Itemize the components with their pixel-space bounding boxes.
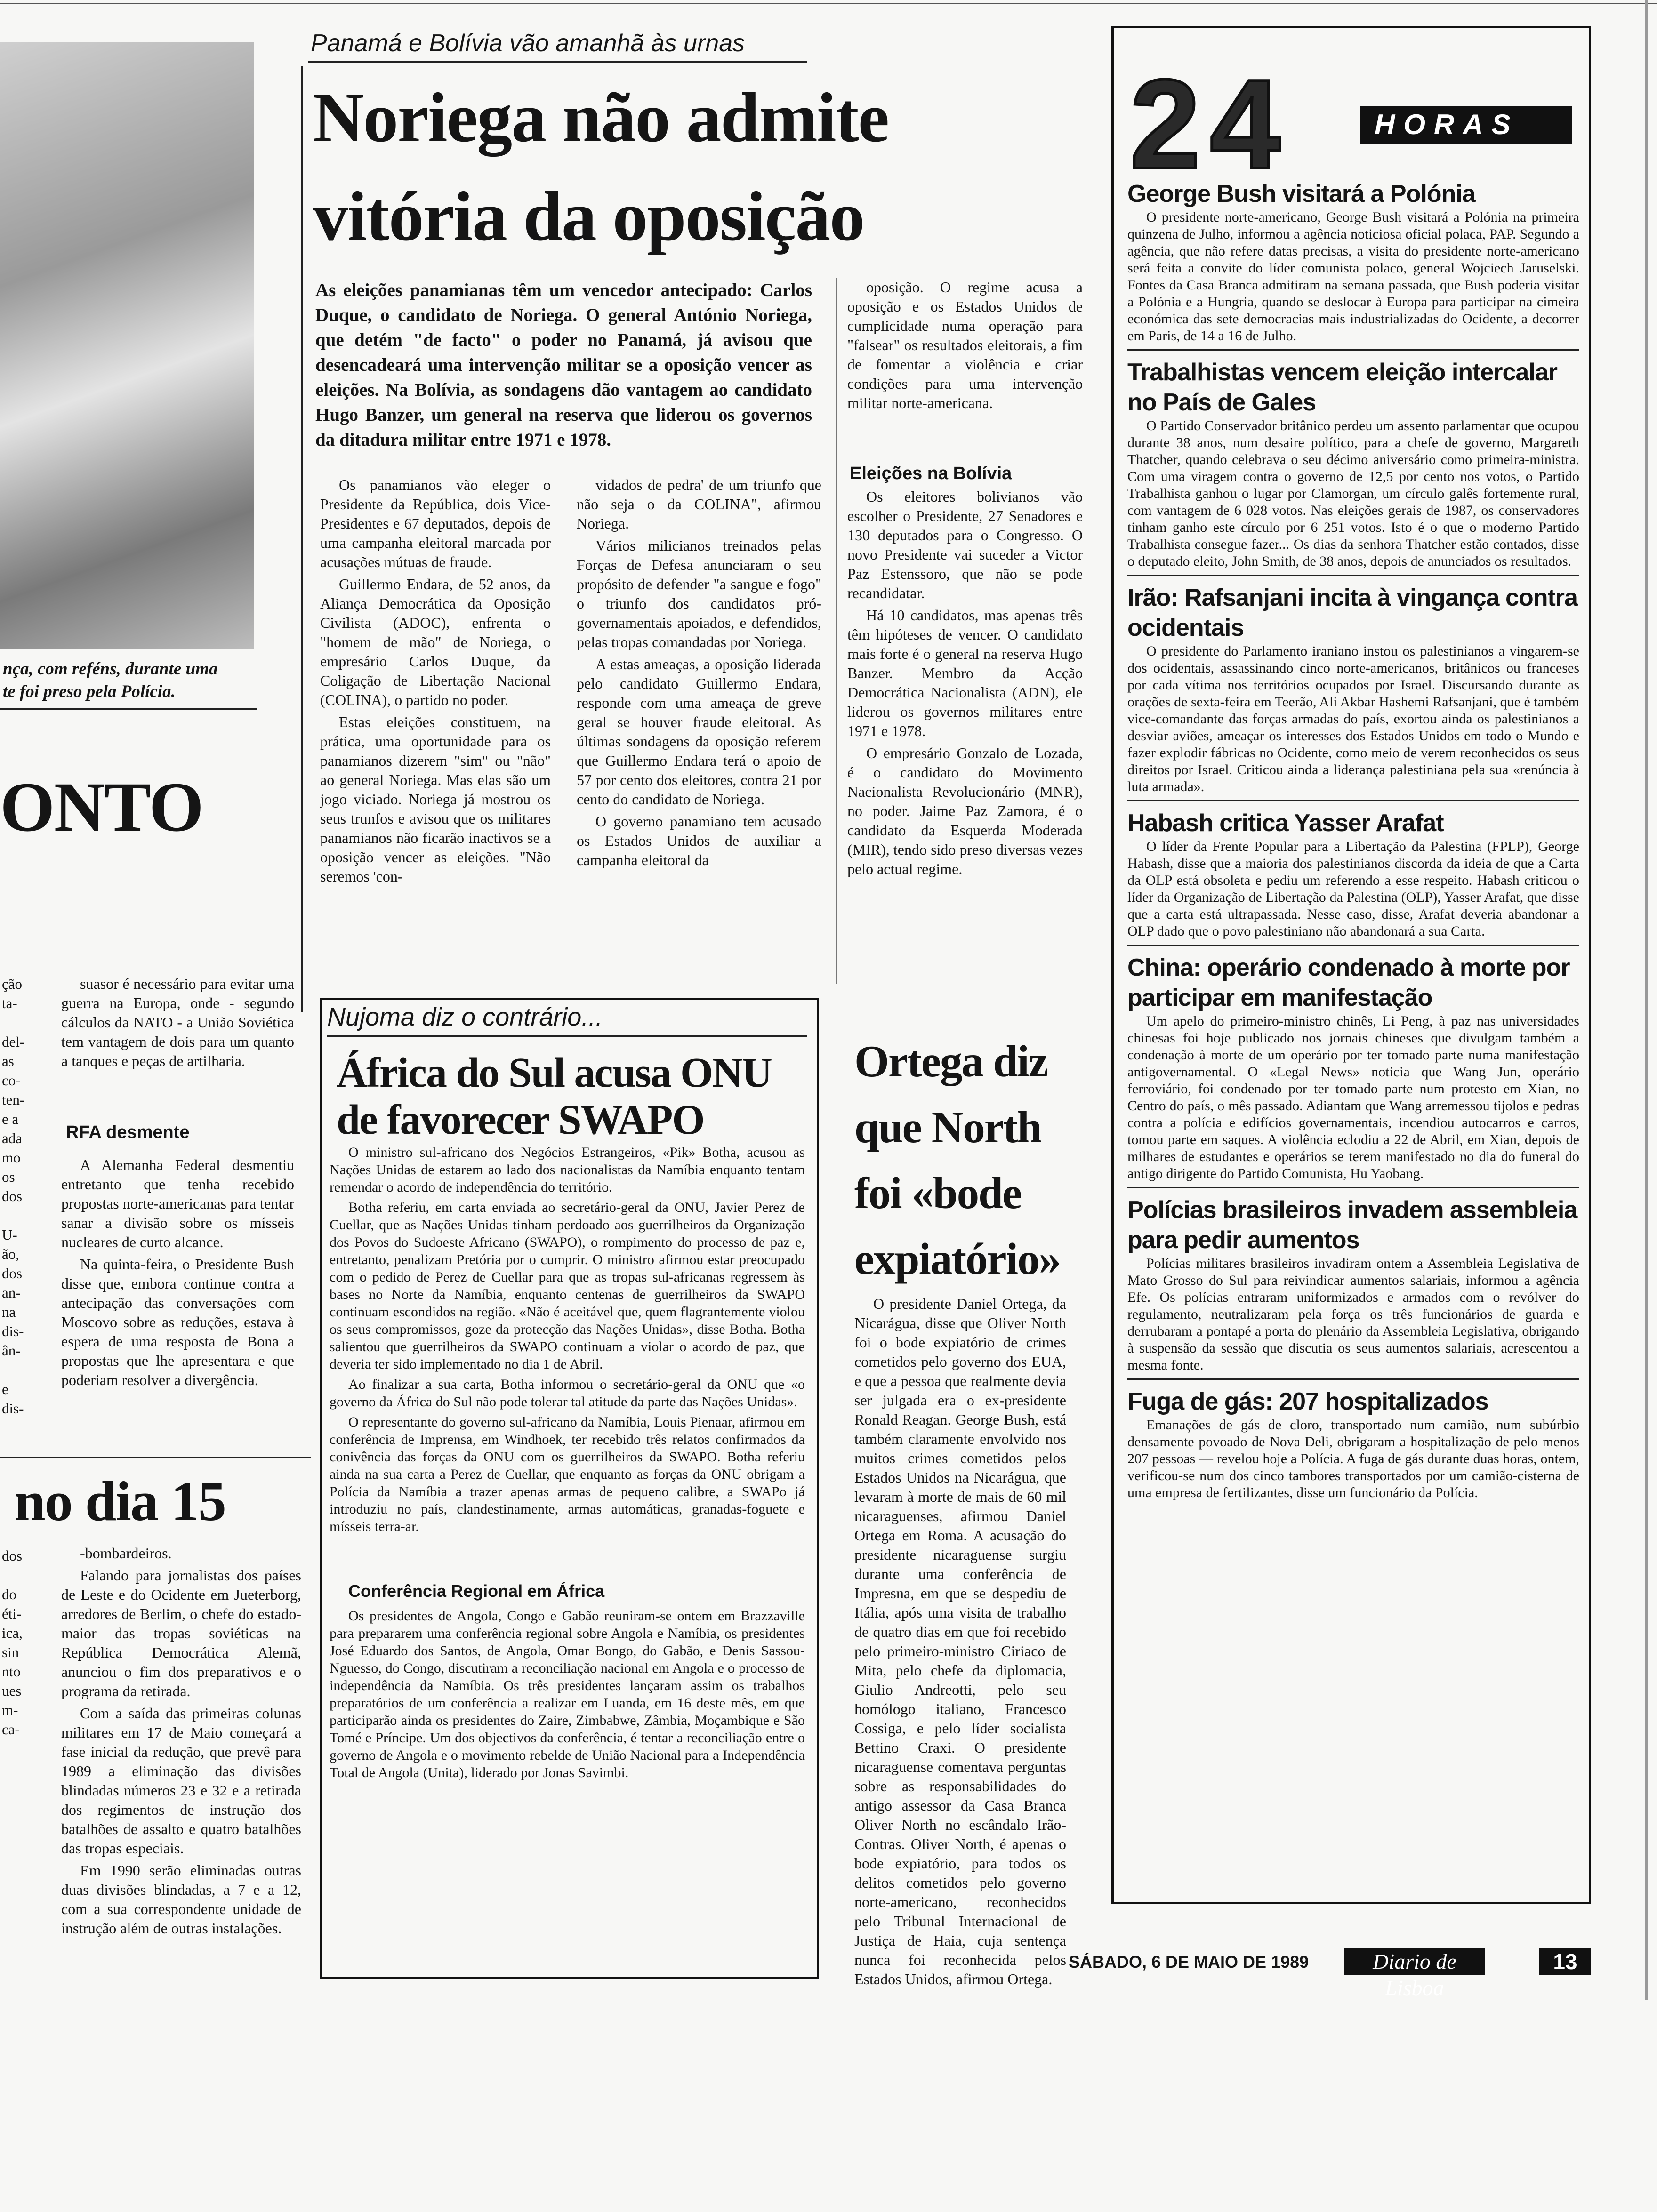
left-column-b bbox=[61, 1155, 294, 1393]
edge-fragment: dos bbox=[2, 1547, 23, 1564]
paragraph: Os panamianos vão eleger o Presidente da República, dois Vice-Presidentes e 67 deputados, depois de uma campanha eleitoral marcada por acusações mútuas de fraude. bbox=[320, 476, 551, 570]
edge-fragment bbox=[2, 1360, 44, 1379]
paragraph: O empresário Gonzalo de Lozada, é o candidato do Movimento Nacionalista Revolucionário (MNR), no poder. Jaime Paz Zamora, é o candidato da Esquerda Moderada (MIR), tendo sido preso diversas vezes pelo actual regime. bbox=[847, 745, 1083, 877]
footer-page-number: 13 bbox=[1539, 1948, 1591, 1975]
horas-divider bbox=[1127, 349, 1579, 351]
paragraph: Na quinta-feira, o Presidente Bush disse que, embora continue contra a antecipação das conversações com Moscovo sobre as reduções, estava à espera de uma resposta de Bona a propostas que lhe apresentara e que poderiam resolver a divergência. bbox=[61, 1256, 294, 1388]
bolivia-heading: Eleições na Bolívia bbox=[850, 464, 1012, 483]
left-edge-fragments-2 bbox=[2, 1546, 44, 1739]
edge-fragment: do bbox=[2, 1586, 16, 1603]
horas-divider bbox=[1127, 945, 1579, 946]
paragraph: Falando para jornalistas dos países de Leste e do Ocidente em Jueterborg, arredores de Berlim, o chefe do estado-maior das tropas soviéticas na República Democrática Alemã, anunciou o fim dos preparativos e o programa da retirada. bbox=[61, 1567, 301, 1699]
photo-caption: nça, com reféns, durante uma te foi preso pela Polícia. bbox=[3, 659, 218, 701]
left-section-heading-1: ONTO bbox=[0, 768, 203, 846]
horas-number: 24 bbox=[1130, 54, 1290, 195]
paragraph: Há 10 candidatos, mas apenas três têm hipóteses de vencer. O candidato mais forte é o general na reserva Hugo Banzer. Membro da Acção Democrática Nacionalista (ADN), ele liderou os governos militares entre 1971 e 1978. bbox=[847, 607, 1083, 739]
left-column-c bbox=[61, 1544, 301, 1941]
noriega-lead: As eleições panamianas têm um vencedor antecipado: Carlos Duque, o candidato de Noriega. O general António Noriega, que detém "de facto" o poder no Panamá, já avisou que desencadeará uma intervenção militar se a oposição vencer as eleições. Na Bolívia, as sondagens dão vantagem ao candidato Hugo Banzer, um general na reserva que liderou os governos da ditadura militar entre 1971 e 1978. bbox=[315, 280, 812, 450]
noriega-column-2 bbox=[577, 475, 821, 873]
paragraph: A Alemanha Federal desmentiu entretanto que tenha recebido propostas norte-americanas para tentar sanar a divisão sobre os mísseis nucleares de curto alcance. bbox=[61, 1156, 294, 1250]
paragraph: O representante do governo sul-africano da Namíbia, Louis Pienaar, afirmou em conferência de Imprensa, em Windhoek, ter recebido três relatos confirmados da conivência das forças da ONU com os guerrilheiros da SWAPO. Botha referiu ainda na sua carta a Perez de Cuellar, que enquanto as forças da ONU obrigam a Polícia da Namíbia a trazer apenas armas de pequeno calibre, a SWAPo já introduziu no país, clandestinamente, armas automáticas, granadas-foguete e mísseis terra-ar. bbox=[330, 1414, 805, 1534]
horas-item-title: Habash critica Yasser Arafat bbox=[1127, 809, 1444, 837]
edge-fragment: del- bbox=[2, 1034, 25, 1050]
paragraph: Os presidentes de Angola, Congo e Gabão reuniram-se ontem em Brazzaville para prepararem uma conferência regional sobre Angola e Namíbia, os presidentes José Eduardo dos Santos, de Angola, Omar Bongo, do Gabão, e Denis Sassou-Nguesso, do Congo, discutiram a reconciliação nacional em Angola e o processo de independência da Namíbia. Os três presidentes lançaram assim os trabalhos preparatórios de um conferência a realizar em Luanda, em 16 deste mês, em que participarão ainda os presidentes do Zaire, Zimbabwe, Zâmbia, Moçambique e São Tomé e Príncipe. Um dos objectivos da conferência, é tentar a reconciliação entre o governo de Angola e o movimento rebelde de União Nacional para a Independência Total de Angola (Unita), liderado por Jonas Savimbi. bbox=[330, 1608, 805, 1780]
edge-fragment: ica, bbox=[2, 1625, 23, 1641]
edge-fragment bbox=[2, 1206, 44, 1225]
edge-fragment: ten- bbox=[2, 1091, 25, 1108]
horas-item-text: Emanações de gás de cloro, transportado num camião, num subúrbio densamente povoado de Nova Deli, obrigaram a hospitalização de pelo menos 207 pessoas — revelou hoje a Polícia. A fuga de gás durante duas horas, ontem, verificou-se num dos cinco tambores transportados por um camião-cisterna de uma empresa de fertilizantes, disse um funcionário da Polícia. bbox=[1127, 1417, 1579, 1500]
footer-date: SÁBADO, 6 DE MAIO DE 1989 bbox=[1069, 1952, 1309, 1972]
horas-item-text: O presidente do Parlamento iraniano instou os palestinianos a vingarem-se dos ocidentais, assassinando cinco norte-americanos, britânicos ou franceses por cada vítima nos territórios ocupados por Israel. Discursando durante as orações de sexta-feira em Teerão, Ali Akbar Hashemi Rafsanjani, que é também vice-comandante das forças armadas do país, exortou ainda os palestinianos a desviar aviões, ameaçar os interesses dos Estados Unidos em todo o Mundo e fazer explodir fábricas no Ocidente, como meio de verem reconhecidos os seus direitos por Israel. Criticou ainda a liderança palestiniana pela sua «renúncia à luta armada». bbox=[1127, 643, 1579, 794]
horas-divider bbox=[1127, 800, 1579, 801]
ortega-headline: Ortega diz que North foi «bode expiatório» bbox=[854, 1036, 1061, 1284]
horas-item bbox=[1127, 179, 1579, 351]
paragraph: vidados de pedra' de um triunfo que não seja o da COLINA", afirmou Noriega. bbox=[577, 476, 821, 532]
article-kicker: Panamá e Bolívia vão amanhã às urnas bbox=[311, 30, 745, 57]
noriega-column-3: oposição. O regime acusa a oposição e os Estados Unidos de cumplicidade numa operação para "falsear" os resultados eleitorais, a fim de fomentar a violência e criar condições para uma intervenção militar norte-americana. bbox=[847, 279, 1083, 411]
paragraph: Guillermo Endara, de 52 anos, da Aliança Democrática da Oposição Civilista (ADOC), enfrenta o "homem de mão" de Noriega, o empresário Carlos Duque, da Coligação de Libertação Nacional (COLINA), o partido no poder. bbox=[320, 576, 551, 708]
horas-item-title: Trabalhistas vencem eleição intercalar no País de Gales bbox=[1127, 359, 1557, 416]
horas-item-text: Polícias militares brasileiros invadiram ontem a Assembleia Legislativa de Mato Grosso do Sul para reivindicar aumentos salariais, informou a agência Efe. Os polícias entraram uniformizados e armados com o revólver do regulamento, neutralizaram pela força os três funcionários de guarda e derrubaram a pontapé a porta do plenário da Assembleia Legislativa, obrigando à suspensão da sessão que discutia os seus aumentos salariais, acrescentou a mesma fonte. bbox=[1127, 1256, 1579, 1373]
rfa-heading: RFA desmente bbox=[66, 1122, 190, 1142]
horas-label: HORAS bbox=[1375, 109, 1519, 140]
edge-fragment: os bbox=[2, 1169, 15, 1185]
noriega-column-1 bbox=[320, 475, 551, 889]
paragraph: Estas eleições constituem, na prática, uma oportunidade para os panamianos dizerem "sim" ou "não" ao general Noriega. Mas elas são um jogo viciado. Noriega já mostrou os seus trunfos e avisou que os militares panamianos não ficarão inactivos se a oposição vencer as eleições. "Não seremos 'con- bbox=[320, 713, 551, 885]
ortega-body bbox=[854, 1294, 1066, 1992]
edge-fragment: éti- bbox=[2, 1605, 22, 1622]
horas-divider bbox=[1127, 575, 1579, 576]
conference-body bbox=[330, 1607, 805, 1784]
paragraph: Botha referiu, em carta enviada ao secretário-geral da ONU, Javier Perez de Cuellar, que as Nações Unidas tinham perdoado aos guerrilheiros da Organização dos Povos do Sudoeste Africano (SWAPO), o rompimento do processo de paz e, entretanto, penalizam Pretória por o cumprir. O ministro afirmou estar preocupado com o pedido de Perez de Cuellar para que as tropas sul-africanas regressem às bases no Norte da Namíbia, enquanto centenas de guerrilheiros da SWAPO continuam escondidos na região. «Não é aceitável que, quem flagrantemente violou os seus compromissos, goze da protecção das Nações Unidas», disse Botha. Botha salientou que guerrilheiros da SWAPO continuam a violar o acordo de paz, que deveria ter sido implementado no dia 1 de Abril. bbox=[330, 1200, 805, 1372]
edge-fragment: an- bbox=[2, 1284, 21, 1301]
edge-fragment: sin bbox=[2, 1644, 19, 1660]
horas-item-title: Irão: Rafsanjani incita à vingança contra ocidentais bbox=[1127, 584, 1577, 641]
horas-item bbox=[1127, 1195, 1579, 1380]
edge-fragment: ada bbox=[2, 1130, 23, 1146]
horas-item-text: O líder da Frente Popular para a Libertação da Palestina (FPLP), George Habash, disse que a maioria dos palestinianos discorda da ideia de que a Carta da OLP está obsoleta e pediu um referendo a esse respeito. Habash criticou o líder da Organização de Libertação da Palestina (OLP), Yasser Arafat, que disse que a carta está ultrapassada. Nesse caso, disse, Arafat deveria abandonar a OLP dado que o povo palestiniano não abandonará a sua Carta. bbox=[1127, 839, 1579, 939]
paragraph: O presidente Daniel Ortega, da Nicarágua, disse que Oliver North foi o bode expiatório de crimes cometidos pelo governo dos EUA, e que a pessoa que realmente devia ser julgada era o ex-presidente Ronald Reagan. George Bush, está também claramente envolvido nos muitos crimes cometidos pelos Estados Unidos na Nicarágua, que levaram à morte de mais de 60 mil nicaraguenses, afirmou Daniel Ortega em Roma. A acusação do presidente nicaraguense surgiu durante uma conferência de Impresna, em que se despediu de Itália, após uma visita de trabalho de quatro dias em que foi recebido pelo primeiro-ministro Ciriaco de Mita, pelo chefe da diplomacia, Giulio Andreotti, pelo seu homólogo italiano, Francesco Cossiga, e pelo líder socialista Bettino Craxi. O presidente nicaraguense comentava perguntas sobre as responsabilidades do antigo assessor da Casa Branca Oliver North no escândalo Irão-Contras. Oliver North, é apenas o bode expiatório, para todos os delitos cometidos pelo governo norte-americano, reconhecidos pelo Tribunal Internacional de Justiça de Haia, cuja sentença nunca foi reconhecida pelos Estados Unidos, afirmou Ortega. bbox=[854, 1295, 1066, 1988]
edge-fragment: e a bbox=[2, 1111, 19, 1127]
paragraph: Ao finalizar a sua carta, Botha informou o secretário-geral da ONU que «o governo da África do Sul não pode tolerar tal atitude da parte das Nações Unidas». bbox=[330, 1377, 805, 1410]
edge-fragment: e bbox=[2, 1381, 8, 1397]
edge-fragment: ân- bbox=[2, 1342, 21, 1359]
left-column-a bbox=[61, 974, 294, 1074]
horas-item-text: Um apelo do primeiro-ministro chinês, Li Peng, à paz nas universidades chinesas foi hoje publicado nos jornais chineses que divulgam também a condenação à morte de um operário por ter tomado parte numa manifestação antigovernamental. O «Legal News» noticia que Wang Jun, operário ferroviário, foi condenado por ter tomado parte num protesto em Xian, no Centro do país, o mês passado. Adiantam que Wang arremessou tijolos e pedras contra a polícia e edifícios governamentais, incendiou autocarros e carros, tomou parte em saques. A violência eclodiu a 22 de Abril, em Xian, depois de milhares de estudantes e operários se terem manifestado no dia do funeral do antigo dirigente do Partido Comunista, Hu Yaobang. bbox=[1127, 1013, 1579, 1181]
left-section-heading-2: no dia 15 bbox=[14, 1470, 225, 1532]
horas-item bbox=[1127, 1387, 1579, 1501]
horas-item-title: Polícias brasileiros invadem assembleia para pedir aumentos bbox=[1127, 1196, 1577, 1254]
namibia-kicker: Nujoma diz o contrário... bbox=[327, 1003, 603, 1031]
horas-divider bbox=[1127, 1378, 1579, 1380]
noriega-headline: Noriega não admite vitória da oposição bbox=[313, 79, 889, 256]
edge-fragment: na bbox=[2, 1304, 16, 1320]
edge-fragment: dis- bbox=[2, 1323, 24, 1339]
edge-fragment: ca- bbox=[2, 1721, 20, 1738]
edge-fragment: m- bbox=[2, 1702, 18, 1718]
bolivia-column bbox=[847, 487, 1083, 882]
edge-fragment: nto bbox=[2, 1663, 21, 1680]
edge-fragment: U- bbox=[2, 1226, 17, 1243]
horas-divider bbox=[1127, 1187, 1579, 1188]
paragraph: A estas ameaças, a oposição liderada pelo candidato Guillermo Endara, responde com uma ameaça de greve geral se houver fraude eleitoral. As últimas sondagens da oposição referem que Guillermo Endara terá o apoio de 57 por cento dos eleitores, contra 21 por cento do candidato de Noriega. bbox=[577, 656, 821, 808]
edge-fragment: ta- bbox=[2, 995, 17, 1011]
edge-fragment: dis- bbox=[2, 1400, 24, 1417]
namibia-body bbox=[330, 1144, 805, 1538]
edge-fragment bbox=[2, 1013, 44, 1032]
edge-fragment: as bbox=[2, 1053, 14, 1069]
horas-item-title: George Bush visitará a Polónia bbox=[1127, 180, 1475, 208]
edge-fragment: dos bbox=[2, 1265, 23, 1282]
edge-fragment: ão, bbox=[2, 1246, 20, 1262]
horas-item bbox=[1127, 953, 1579, 1188]
paragraph: Com a saída das primeiras colunas militares em 17 de Maio começará a fase inicial da redução, que prevê para 1989 a eliminação das divisões blindadas números 23 e 32 e a retirada dos regimentos de instrução dos batalhões de assalto e quatro batalhões das tropas especiais. bbox=[61, 1705, 301, 1857]
paragraph: -bombardeiros. bbox=[80, 1545, 172, 1562]
edge-fragment: ues bbox=[2, 1683, 22, 1699]
horas-item-title: Fuga de gás: 207 hospitalizados bbox=[1127, 1388, 1488, 1415]
horas-item-text: O Partido Conservador britânico perdeu um assento parlamentar que ocupou durante 38 anos, num desaire político, para a chefe de governo, Margareth Thatcher, quando celebrava o seu décimo aniversário como primeira-ministra. Com uma viragem contra o governo de 12,5 por cento nos votos, o Partido Trabalhista ganhou o lugar por Clamorgan, um círculo galês fortemente rural, com vantagem de 6 028 votos. Nas eleições gerais de 1987, os conservadores tinham ganho este círculo por 6 251 votos. Isto é o que o moderno Partido Trabalhista consegue fazer... Os dias da senhora Thatcher estão contados, disse o deputado eleito, John Smith, de 38 anos, depois de anunciados os resultados. bbox=[1127, 418, 1579, 569]
paragraph: suasor é necessário para evitar uma guerra na Europa, onde - segundo cálculos da NATO - a União Soviética tem vantagem de dois para um quanto a tanques e peças de artilharia. bbox=[61, 975, 294, 1069]
horas-item-title: China: operário condenado à morte por participar em manifestação bbox=[1127, 954, 1570, 1011]
conference-heading: Conferência Regional em África bbox=[348, 1581, 605, 1601]
namibia-headline: África do Sul acusa ONU de favorecer SWAPO bbox=[337, 1050, 772, 1143]
edge-fragment: co- bbox=[2, 1072, 21, 1089]
paragraph: O governo panamiano tem acusado os Estados Unidos de auxiliar a campanha eleitoral da bbox=[577, 813, 821, 868]
paragraph: Vários milicianos treinados pelas Forças de Defesa anunciaram o seu propósito de defender "a sangue e fogo" o triunfo dos candidatos pró-governamentais apoiados, e defendidos, pelas tropas comandadas por Noriega. bbox=[577, 537, 821, 650]
horas-item bbox=[1127, 357, 1579, 576]
horas-items bbox=[1127, 179, 1579, 1508]
paragraph: O ministro sul-africano dos Negócios Estrangeiros, «Pik» Botha, acusou as Nações Unidas de estarem ao lado dos nacionalistas da Namíbia enquanto tentam remendar o acordo de independência do território. bbox=[330, 1145, 805, 1195]
edge-fragment: mo bbox=[2, 1149, 21, 1166]
horas-item bbox=[1127, 808, 1579, 946]
paragraph: Em 1990 serão eliminadas outras duas divisões blindadas, a 7 e a 12, com a sua correspondente unidade de instrução além de outras instalações. bbox=[61, 1862, 301, 1937]
edge-fragment bbox=[2, 1565, 44, 1585]
edge-fragment: ção bbox=[2, 976, 23, 992]
horas-item-text: O presidente norte-americano, George Bush visitará a Polónia na primeira quinzena de Julho, informou a agência noticiosa oficial polaca, PAP. Segundo a agência, que não refere datas precisas, a visita do presidente norte-americano será feita a convite do líder comunista polaco, general Wojciech Jaruselski. Fontes da Casa Branca admitiram na semana passada, que Bush poderia visitar a Polónia e a Hungria, quando se deslocar à Europa para participar na cimeira económica das sete democracias mais industrializadas do Ocidente, a decorrer em Paris, de 14 a 16 de Julho. bbox=[1127, 209, 1579, 344]
footer-paper-name: Diario de Lisboa bbox=[1344, 1948, 1485, 1975]
edge-fragment: dos bbox=[2, 1188, 23, 1204]
horas-item bbox=[1127, 583, 1579, 801]
paragraph: Os eleitores bolivianos vão escolher o Presidente, 27 Senadores e 130 deputados para o Congresso. O novo Presidente vai suceder a Victor Paz Estenssoro, que não se pode recandidatar. bbox=[847, 488, 1083, 601]
news-photo bbox=[0, 42, 254, 649]
left-edge-fragments bbox=[2, 974, 44, 1418]
